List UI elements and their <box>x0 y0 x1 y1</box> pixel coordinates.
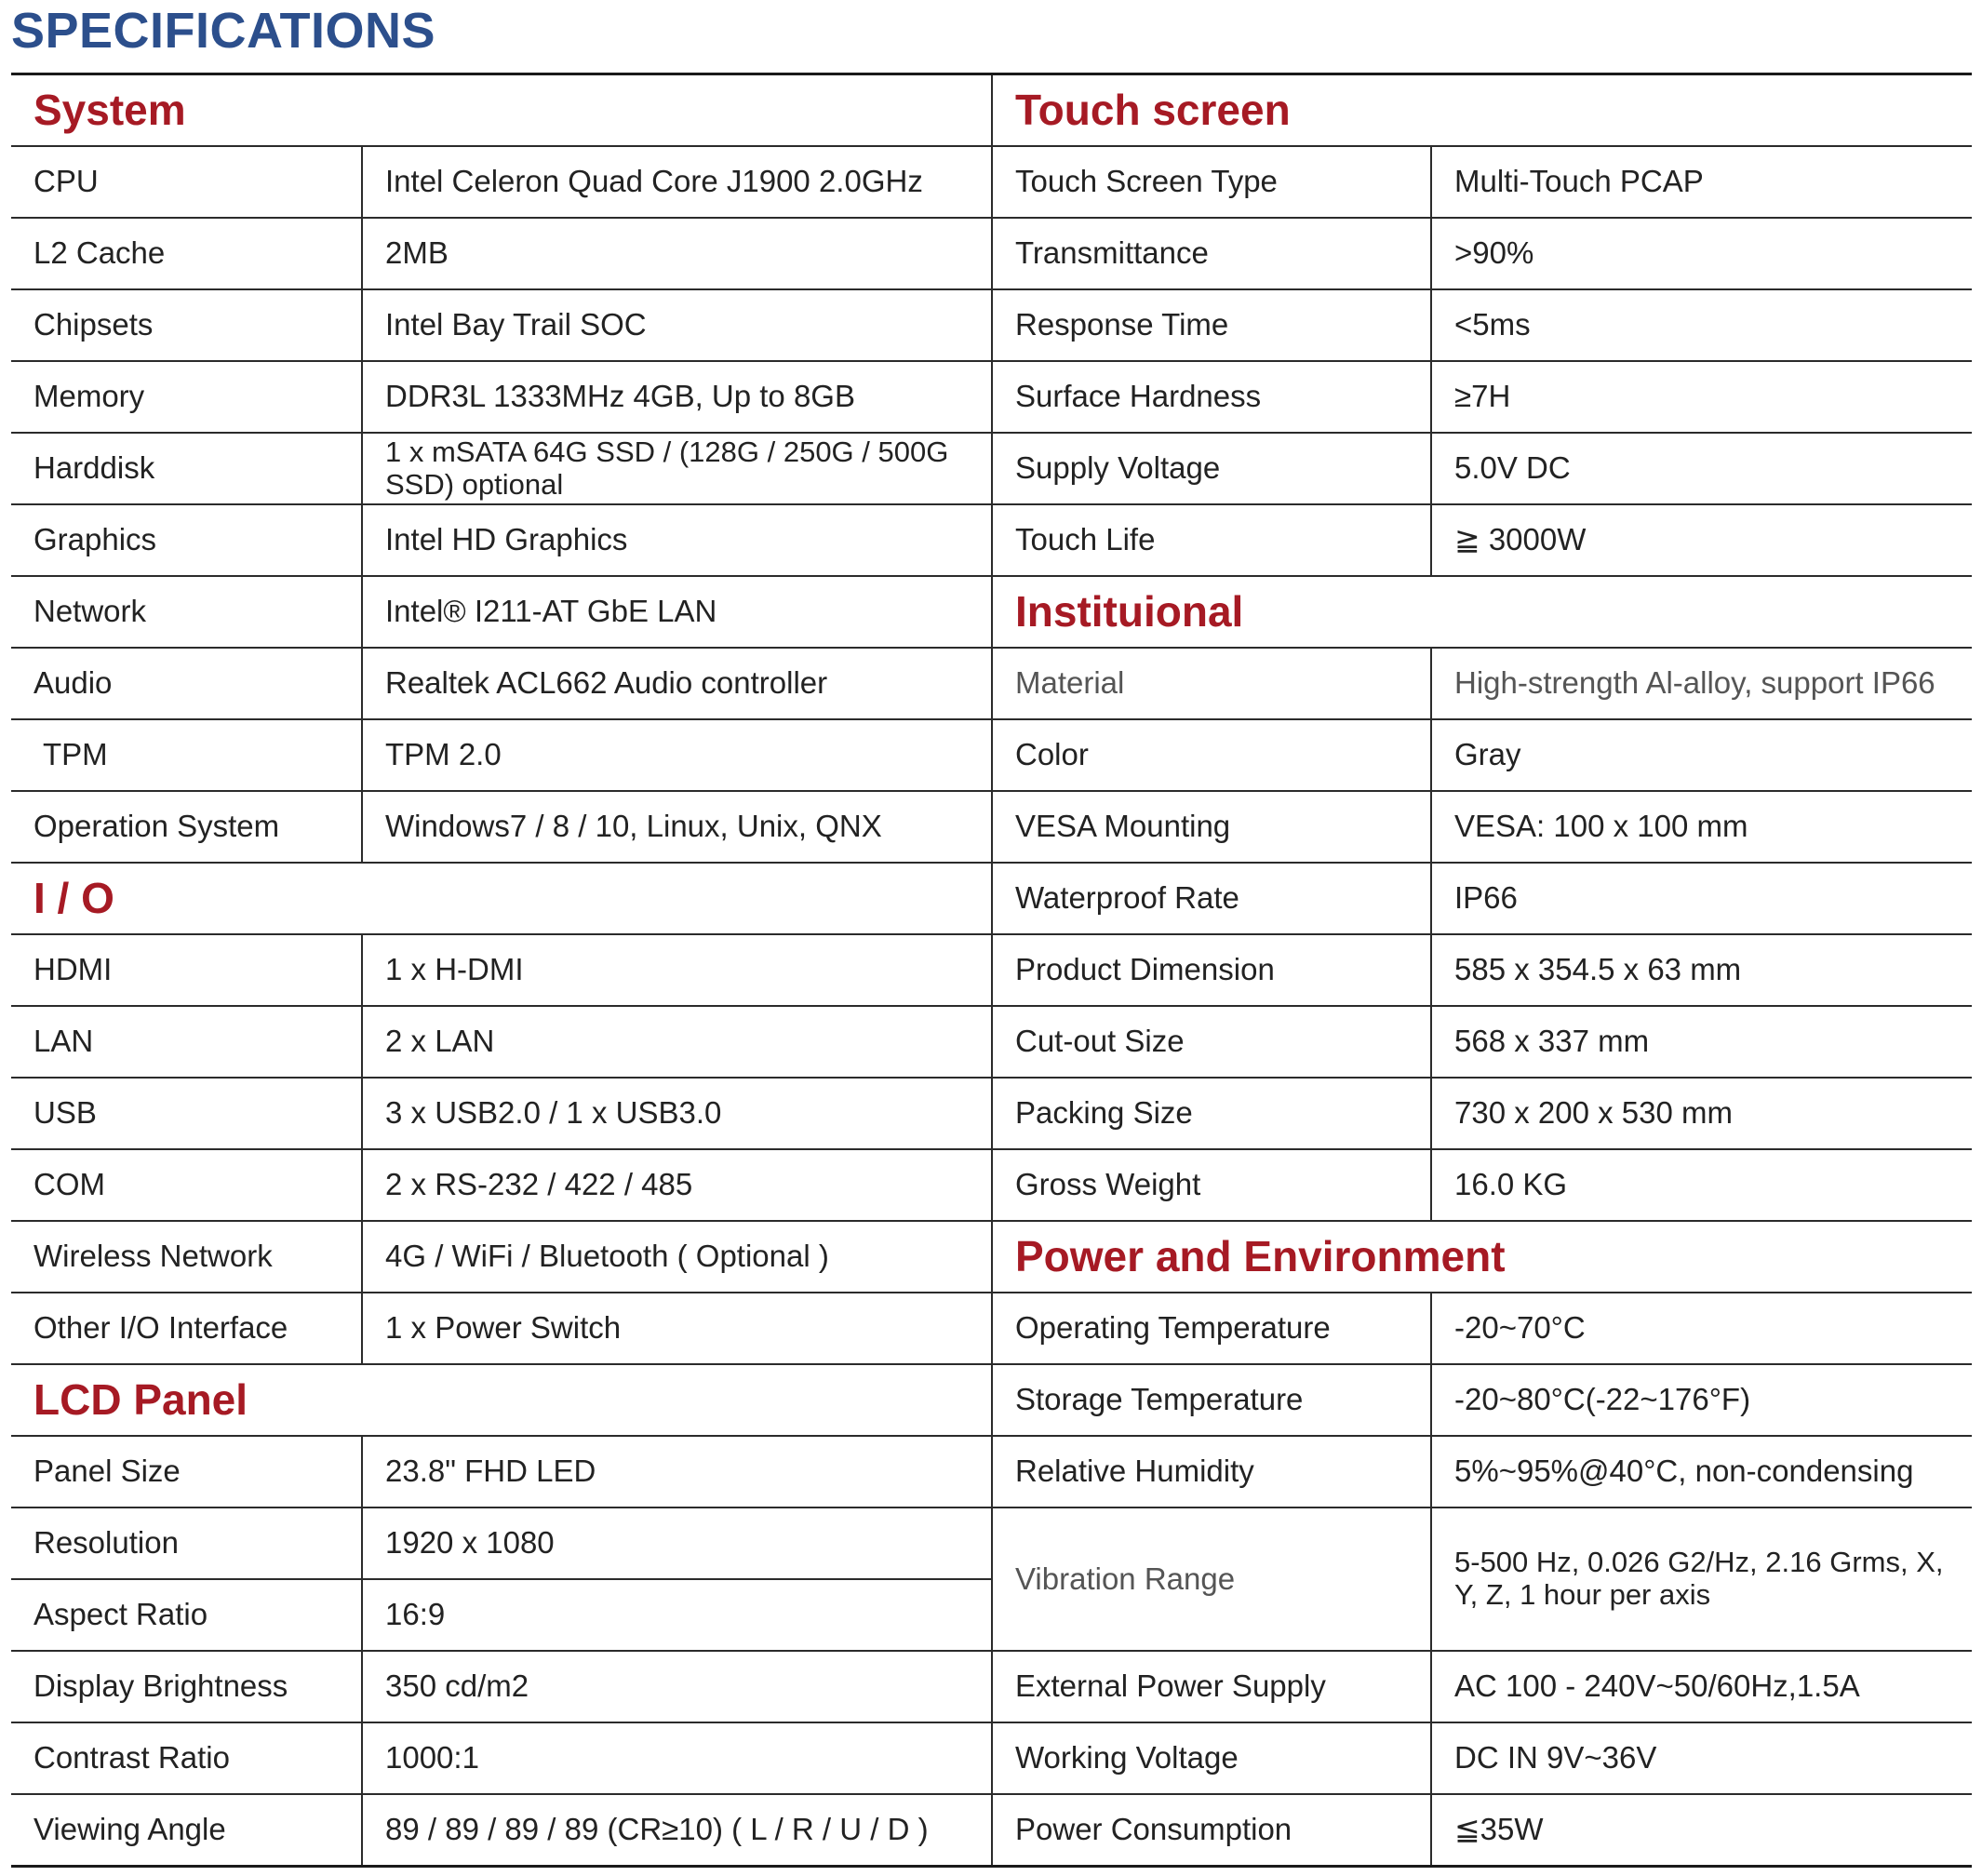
table-row <box>11 1149 1972 1221</box>
table-row <box>11 934 1972 1006</box>
table-row <box>11 576 1972 648</box>
spec-value: IP66 <box>1431 863 1972 934</box>
spec-value: ≥7H <box>1431 361 1972 433</box>
section-header: Power and Environment <box>992 1221 1972 1293</box>
spec-value: 5.0V DC <box>1431 433 1972 504</box>
spec-value: 4G / WiFi / Bluetooth ( Optional ) <box>362 1221 992 1293</box>
table-row <box>11 1221 1972 1293</box>
table-row <box>11 863 1972 934</box>
spec-label: Material <box>992 648 1431 719</box>
spec-value: DDR3L 1333MHz 4GB, Up to 8GB <box>362 361 992 433</box>
spec-label: Other I/O Interface <box>11 1293 362 1364</box>
section-header: Instituional <box>992 576 1972 648</box>
spec-label: CPU <box>11 146 362 218</box>
table-row <box>11 289 1972 361</box>
table-row <box>11 648 1972 719</box>
table-row <box>11 433 1972 504</box>
spec-label: Gross Weight <box>992 1149 1431 1221</box>
table-row <box>11 1006 1972 1078</box>
spec-label: Storage Temperature <box>992 1364 1431 1436</box>
spec-value: ≦35W <box>1431 1794 1972 1867</box>
spec-value: -20~80°C(-22~176°F) <box>1431 1364 1972 1436</box>
spec-label: Waterproof Rate <box>992 863 1431 934</box>
table-row <box>11 1293 1972 1364</box>
page-title: SPECIFICATIONS <box>11 3 436 59</box>
spec-label: Network <box>11 576 362 648</box>
spec-label: Resolution <box>11 1508 362 1579</box>
spec-label: Color <box>992 719 1431 791</box>
spec-label: Display Brightness <box>11 1651 362 1722</box>
table-row <box>11 1364 1972 1436</box>
spec-label: Touch Screen Type <box>992 146 1431 218</box>
spec-label: Panel Size <box>11 1436 362 1508</box>
spec-label: L2 Cache <box>11 218 362 289</box>
section-header: LCD Panel <box>11 1364 992 1436</box>
spec-label: Transmittance <box>992 218 1431 289</box>
spec-value: 350 cd/m2 <box>362 1651 992 1722</box>
table-row <box>11 504 1972 576</box>
spec-value: 585 x 354.5 x 63 mm <box>1431 934 1972 1006</box>
spec-label: Surface Hardness <box>992 361 1431 433</box>
spec-label: VESA Mounting <box>992 791 1431 863</box>
spec-label: Viewing Angle <box>11 1794 362 1867</box>
table-row <box>11 1508 1972 1579</box>
spec-label: Contrast Ratio <box>11 1722 362 1794</box>
spec-label: Relative Humidity <box>992 1436 1431 1508</box>
spec-value: 568 x 337 mm <box>1431 1006 1972 1078</box>
spec-label: External Power Supply <box>992 1651 1431 1722</box>
table-row <box>11 1651 1972 1722</box>
spec-table <box>11 73 1972 1868</box>
spec-label: Packing Size <box>992 1078 1431 1149</box>
spec-label: Graphics <box>11 504 362 576</box>
spec-value: Intel® I211-AT GbE LAN <box>362 576 992 648</box>
spec-value: Multi-Touch PCAP <box>1431 146 1972 218</box>
spec-value: 2 x RS-232 / 422 / 485 <box>362 1149 992 1221</box>
spec-value: Realtek ACL662 Audio controller <box>362 648 992 719</box>
spec-value: >90% <box>1431 218 1972 289</box>
table-row <box>11 1078 1972 1149</box>
spec-label: Aspect Ratio <box>11 1579 362 1651</box>
spec-value: DC IN 9V~36V <box>1431 1722 1972 1794</box>
table-row <box>11 1722 1972 1794</box>
spec-value: Gray <box>1431 719 1972 791</box>
spec-value: Intel Celeron Quad Core J1900 2.0GHz <box>362 146 992 218</box>
spec-label: TPM <box>11 719 362 791</box>
spec-label: USB <box>11 1078 362 1149</box>
spec-value: AC 100 - 240V~50/60Hz,1.5A <box>1431 1651 1972 1722</box>
table-row <box>11 1794 1972 1867</box>
spec-label: Product Dimension <box>992 934 1431 1006</box>
spec-label: Operation System <box>11 791 362 863</box>
table-row <box>11 74 1972 147</box>
table-row <box>11 218 1972 289</box>
spec-label: Power Consumption <box>992 1794 1431 1867</box>
spec-label: Wireless Network <box>11 1221 362 1293</box>
spec-value: 1 x Power Switch <box>362 1293 992 1364</box>
spec-label: Working Voltage <box>992 1722 1431 1794</box>
spec-value: 5%~95%@40°C, non-condensing <box>1431 1436 1972 1508</box>
spec-label: HDMI <box>11 934 362 1006</box>
spec-value: VESA: 100 x 100 mm <box>1431 791 1972 863</box>
spec-label: COM <box>11 1149 362 1221</box>
spec-label: Audio <box>11 648 362 719</box>
spec-label: Operating Temperature <box>992 1293 1431 1364</box>
spec-value: -20~70°C <box>1431 1293 1972 1364</box>
spec-value: TPM 2.0 <box>362 719 992 791</box>
table-row <box>11 1436 1972 1508</box>
section-header: I / O <box>11 863 992 934</box>
spec-value: 16:9 <box>362 1579 992 1651</box>
spec-label: LAN <box>11 1006 362 1078</box>
table-row <box>11 146 1972 218</box>
spec-value: Intel Bay Trail SOC <box>362 289 992 361</box>
spec-value: 1 x H-DMI <box>362 934 992 1006</box>
spec-value: 89 / 89 / 89 / 89 (CR≥10) ( L / R / U / D ) <box>362 1794 992 1867</box>
spec-value: 5-500 Hz, 0.026 G2/Hz, 2.16 Grms, X, Y, Z, 1 hour per axis <box>1431 1508 1972 1651</box>
spec-label: Vibration Range <box>992 1508 1431 1651</box>
spec-value: 1920 x 1080 <box>362 1508 992 1579</box>
spec-label: Memory <box>11 361 362 433</box>
spec-value: 16.0 KG <box>1431 1149 1972 1221</box>
spec-value: ≧ 3000W <box>1431 504 1972 576</box>
section-header: Touch screen <box>992 74 1972 147</box>
spec-value: Windows7 / 8 / 10, Linux, Unix, QNX <box>362 791 992 863</box>
spec-value: 23.8" FHD LED <box>362 1436 992 1508</box>
table-row <box>11 719 1972 791</box>
spec-value: 1000:1 <box>362 1722 992 1794</box>
spec-value: 730 x 200 x 530 mm <box>1431 1078 1972 1149</box>
spec-label: Cut-out Size <box>992 1006 1431 1078</box>
spec-value: 2MB <box>362 218 992 289</box>
spec-label: Supply Voltage <box>992 433 1431 504</box>
spec-value: 1 x mSATA 64G SSD / (128G / 250G / 500G SSD) optional <box>362 433 992 504</box>
spec-value: 3 x USB2.0 / 1 x USB3.0 <box>362 1078 992 1149</box>
table-row <box>11 791 1972 863</box>
spec-value: 2 x LAN <box>362 1006 992 1078</box>
spec-label: Touch Life <box>992 504 1431 576</box>
section-header: System <box>11 74 992 147</box>
spec-label: Harddisk <box>11 433 362 504</box>
spec-label: Response Time <box>992 289 1431 361</box>
spec-value: Intel HD Graphics <box>362 504 992 576</box>
spec-value: <5ms <box>1431 289 1972 361</box>
spec-value: High-strength Al-alloy, support IP66 <box>1431 648 1972 719</box>
spec-label: Chipsets <box>11 289 362 361</box>
table-row <box>11 361 1972 433</box>
